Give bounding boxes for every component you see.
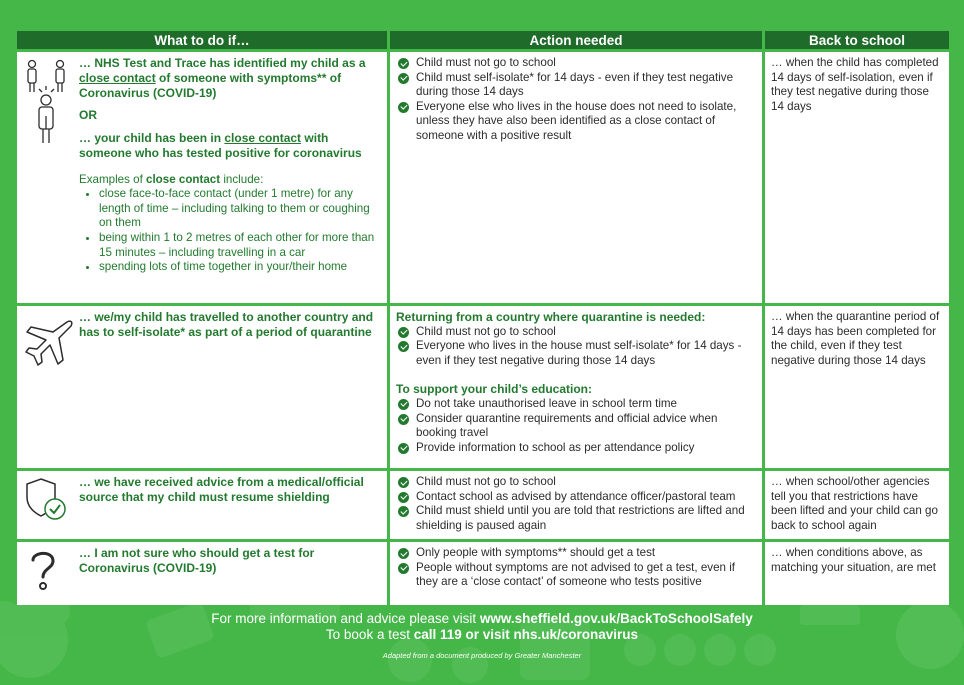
footer-test-link[interactable]: call 119 or visit nhs.uk/coronavirus xyxy=(413,627,639,642)
check-icon xyxy=(398,58,409,69)
what-text: … I am not sure who should get a test for Coronavirus (COVID-19) xyxy=(79,546,315,575)
close-contact-term: close contact xyxy=(224,130,302,145)
back-cell: … when school/other agencies tell you that restrictions have been lifted and your child can go back to school again xyxy=(765,471,949,539)
list-item: • close face-to-face contact (under 1 metre) for any length of time – including talking to them or coughing on them xyxy=(99,187,381,231)
what-cell xyxy=(17,471,387,539)
back-cell: … when the child has completed 14 days of self-isolation, even if they test negative during those 14 days xyxy=(765,52,949,303)
header-back-to-school: Back to school xyxy=(765,31,949,49)
check-icon xyxy=(398,492,409,503)
list-item: People without symptoms are not advised to get a test, even if they are a ‘close contact’ of someone who tests positive xyxy=(396,561,756,590)
list-item: Everyone who lives in the house must self-isolate* for 14 days - even if they test negative during those 14 days xyxy=(396,339,756,368)
footer-credit: Adapted from a document produced by Greater Manchester xyxy=(382,651,582,660)
check-icon xyxy=(398,102,409,113)
header-what-to-do: What to do if… xyxy=(17,31,387,49)
what-text: … your child has been in xyxy=(79,130,225,145)
shield-check-icon xyxy=(23,475,71,523)
list-item: Child must shield until you are told that restrictions are lifted and shielding is paused again xyxy=(396,504,756,533)
action-cell xyxy=(390,52,762,303)
what-text: … we/my child has travelled to another country and has to self-isolate* as part of a period of quarantine xyxy=(79,310,374,339)
section-title: Returning from a country where quarantine is needed: xyxy=(396,310,706,324)
check-icon xyxy=(398,548,409,559)
check-icon xyxy=(398,327,409,338)
list-item: Consider quarantine requirements and official advice when booking travel xyxy=(396,412,756,441)
what-text: with someone who has tested positive for coronavirus xyxy=(79,130,362,160)
what-cell xyxy=(17,52,387,303)
list-item: Child must not go to school xyxy=(396,475,756,490)
close-contact-term: close contact xyxy=(79,70,156,85)
examples-title: Examples of close contact include: xyxy=(79,172,264,186)
action-cell xyxy=(390,306,762,468)
list-item: Only people with symptoms** should get a test xyxy=(396,546,756,561)
examples-list xyxy=(79,187,381,275)
header-action-needed: Action needed xyxy=(390,31,762,49)
footer xyxy=(0,611,964,660)
question-mark-icon xyxy=(23,546,63,594)
check-icon xyxy=(398,341,409,352)
what-cell xyxy=(17,306,387,468)
or-label: OR xyxy=(79,108,97,123)
list-item: Do not take unauthorised leave in school term time xyxy=(396,397,756,412)
back-cell: … when conditions above, as matching your situation, are met xyxy=(765,542,949,605)
check-icon xyxy=(398,443,409,454)
table-row xyxy=(17,306,949,468)
table-row xyxy=(17,52,949,303)
list-item: Provide information to school as per attendance policy xyxy=(396,441,756,456)
what-text: of someone with symptoms** of Coronavirus (COVID-19) xyxy=(79,70,342,100)
list-item: Contact school as advised by attendance officer/pastoral team xyxy=(396,490,756,505)
footer-test-line: To book a test call 119 or visit nhs.uk/coronavirus xyxy=(325,627,639,642)
what-cell xyxy=(17,542,387,605)
check-icon xyxy=(398,506,409,517)
action-cell xyxy=(390,471,762,539)
check-icon xyxy=(398,477,409,488)
check-icon xyxy=(398,563,409,574)
footer-info-line: For more information and advice please visit www.sheffield.gov.uk/BackToSchoolSafely xyxy=(211,611,753,626)
airplane-icon xyxy=(23,316,75,368)
guidance-table xyxy=(14,28,952,608)
list-item: Everyone else who lives in the house does not need to isolate, unless they have also been identified as a close contact of someone with a positive result xyxy=(396,100,756,144)
action-cell xyxy=(390,542,762,605)
list-item: • spending lots of time together in your/their home xyxy=(99,260,381,275)
list-item: Child must not go to school xyxy=(396,325,756,340)
people-contact-icon xyxy=(23,56,73,146)
list-item: • being within 1 to 2 metres of each other for more than 15 minutes – including travelling in a car xyxy=(99,231,381,260)
check-icon xyxy=(398,414,409,425)
list-item: Child must self-isolate* for 14 days - even if they test negative during those 14 days xyxy=(396,71,756,100)
table-row xyxy=(17,471,949,539)
what-text: … we have received advice from a medical/official source that my child must resume shielding xyxy=(79,475,364,504)
section-title: To support your child’s education: xyxy=(396,382,593,397)
check-icon xyxy=(398,73,409,84)
table-row xyxy=(17,542,949,605)
what-text: … NHS Test and Trace has identified my child as a xyxy=(79,56,366,70)
check-icon xyxy=(398,399,409,410)
list-item: Child must not go to school xyxy=(396,56,756,71)
back-cell: … when the quarantine period of 14 days has been completed for the child, even if they test negative during those 14 days xyxy=(765,306,949,468)
footer-website-link[interactable]: www.sheffield.gov.uk/BackToSchoolSafely xyxy=(479,611,753,626)
